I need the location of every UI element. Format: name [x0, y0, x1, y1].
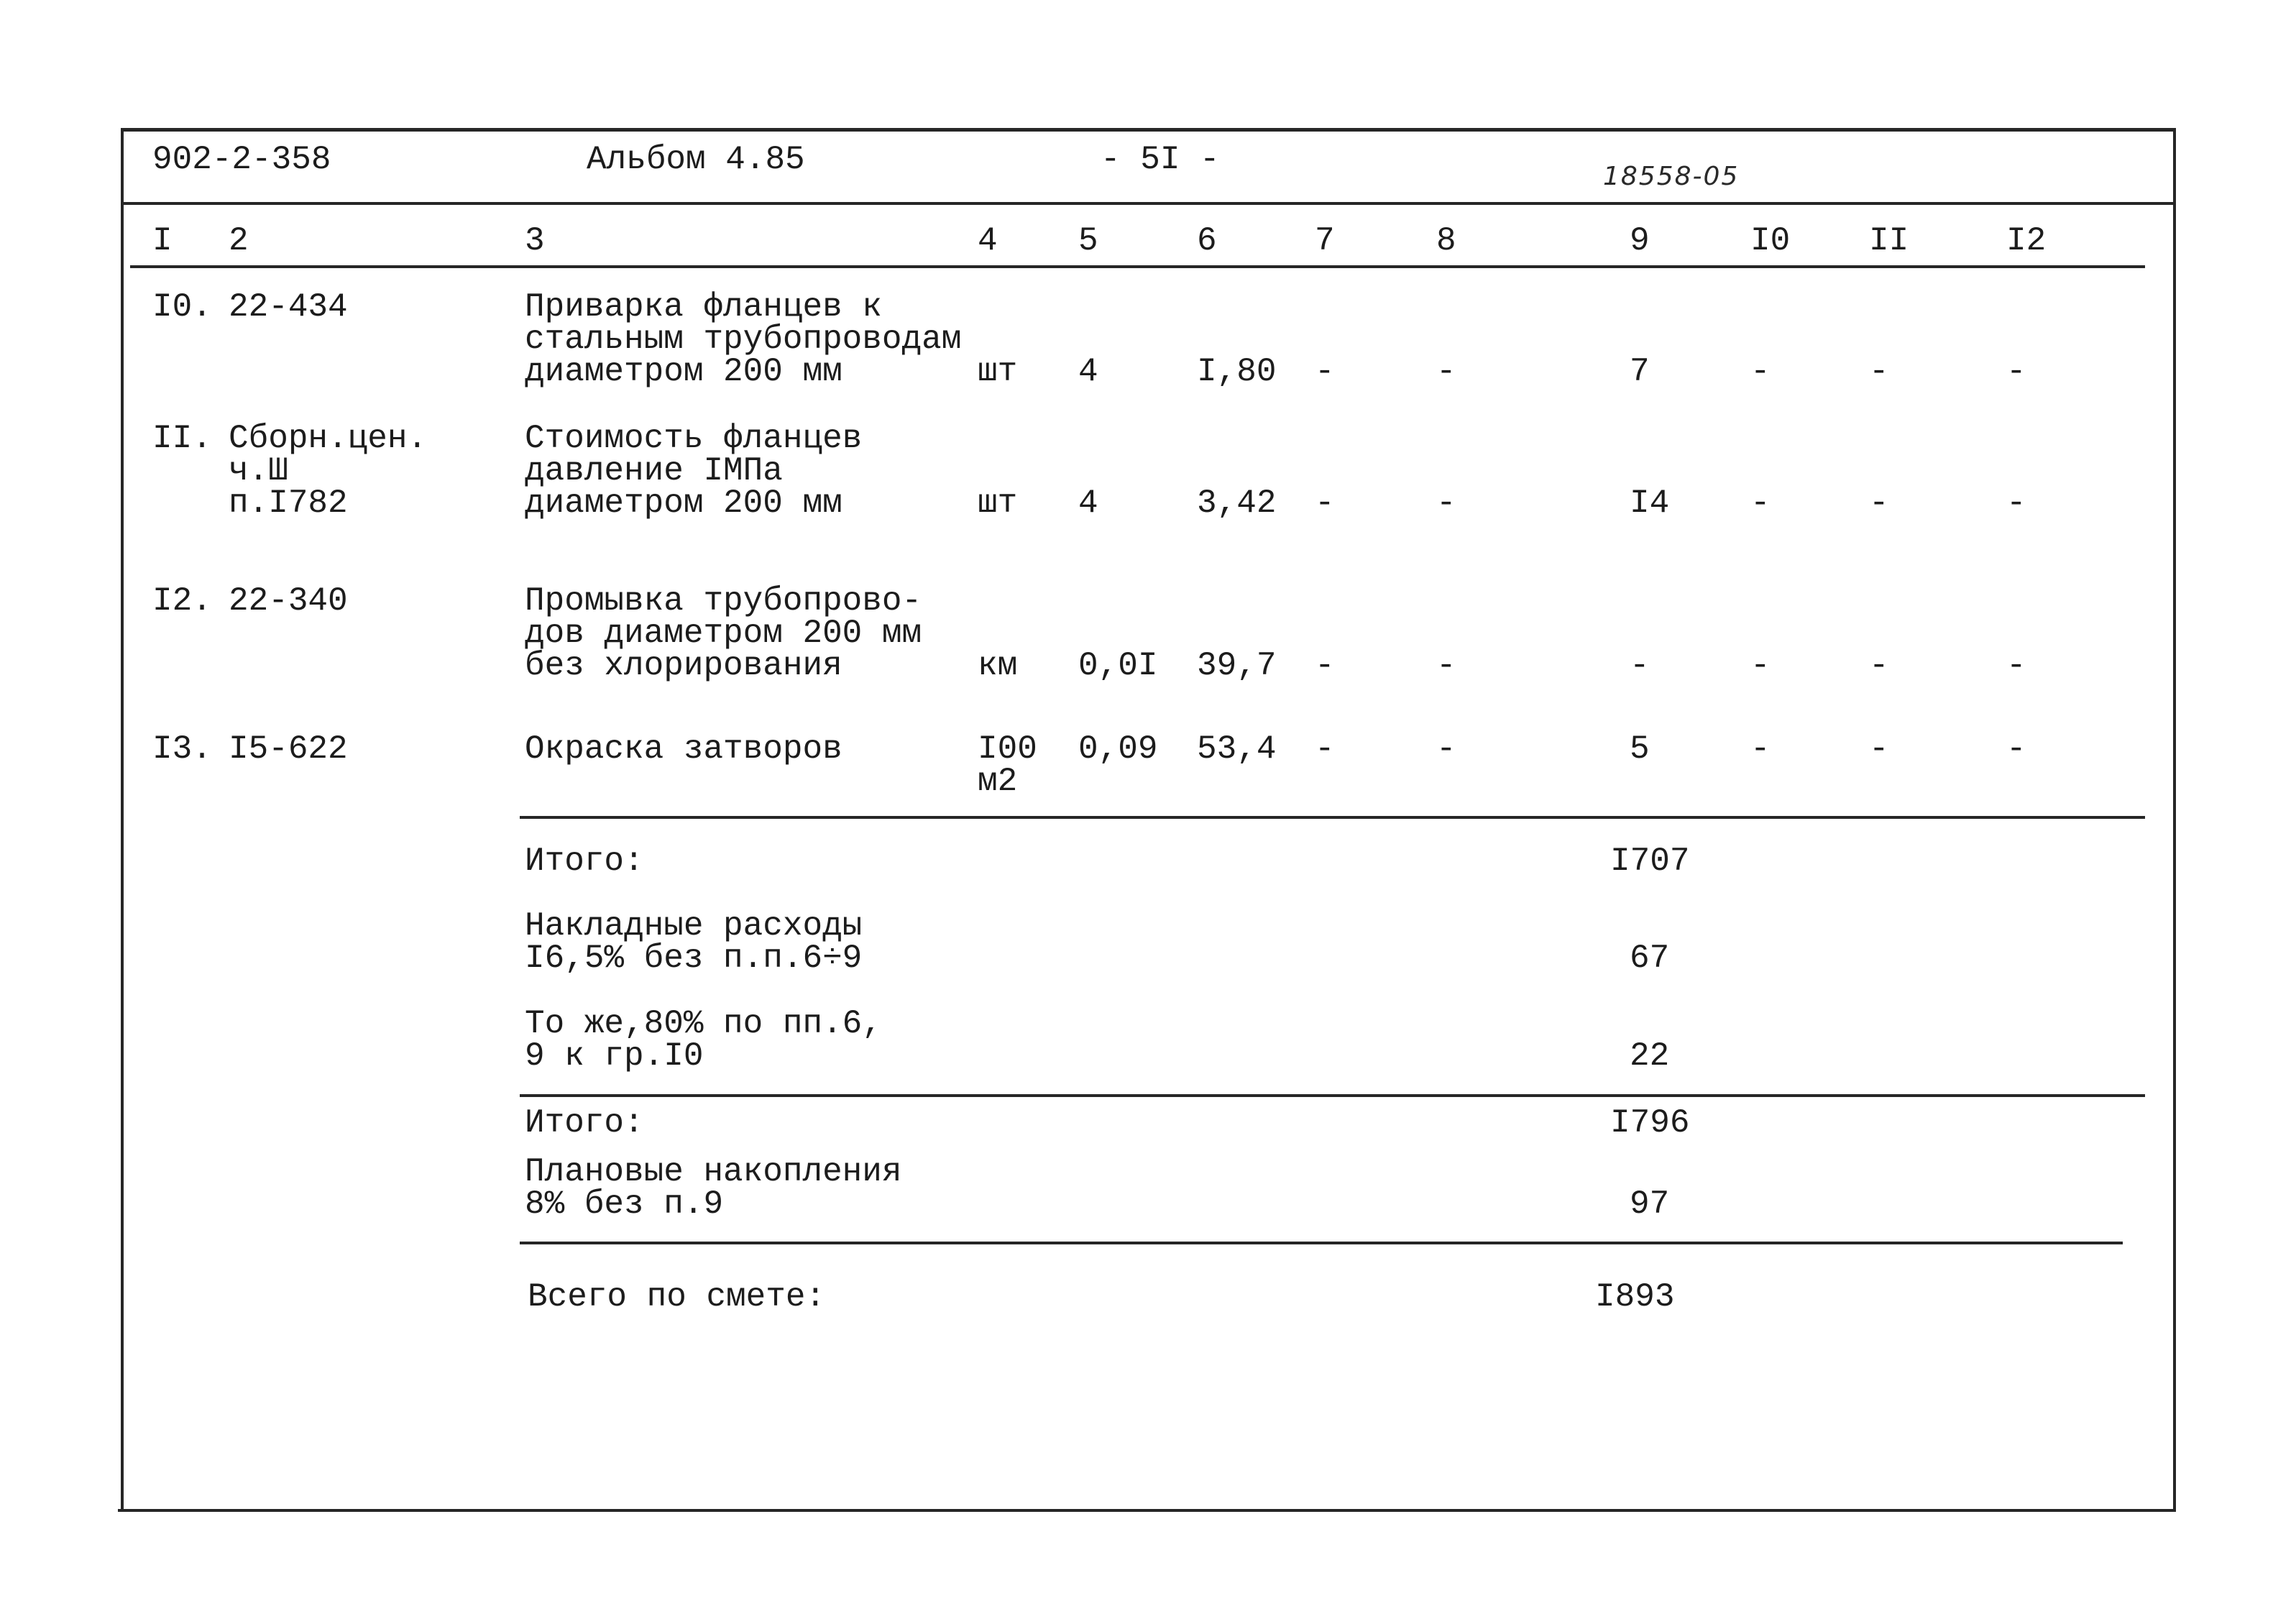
total-cost: -	[1630, 647, 1650, 684]
quantity: 0,0I	[1078, 647, 1158, 684]
price-reference: 22-340	[229, 582, 348, 620]
cell-col7: -	[1315, 730, 1335, 768]
column-number: II	[1869, 222, 1909, 260]
unit: км	[978, 647, 1018, 684]
cell-col10: -	[1750, 353, 1771, 390]
project-code: 902-2-358	[152, 141, 331, 178]
planned-savings-label: Плановые накопления 8% без п.9	[525, 1153, 902, 1223]
column-number: I2	[2006, 222, 2047, 260]
cell-col7: -	[1315, 353, 1335, 390]
cell-col8: -	[1436, 353, 1456, 390]
frame-bottom-border	[118, 1509, 2176, 1512]
work-description: Промывка трубопрово- дов диаметром 200 мм без хлорирования	[525, 582, 922, 684]
cell-col12: -	[2006, 730, 2026, 768]
unit: шт	[978, 485, 1018, 522]
cell-col7: -	[1315, 485, 1335, 522]
price-reference: 22-434	[229, 288, 348, 326]
table-row	[0, 420, 2296, 523]
cell-col12: -	[2006, 353, 2026, 390]
column-number: 6	[1197, 222, 1217, 260]
column-number: 5	[1078, 222, 1098, 260]
grand-total-value: I893	[1595, 1278, 1675, 1316]
unit-cost: 39,7	[1197, 647, 1277, 684]
work-description: Приварка фланцев к стальным трубопроводам диаметром 200 мм	[525, 288, 962, 390]
column-number: I0	[1750, 222, 1791, 260]
grand-total-label: Всего по смете:	[528, 1278, 826, 1316]
handwritten-inventory-number: 18558-05	[1603, 162, 1740, 191]
cell-col11: -	[1869, 485, 1889, 522]
table-row	[0, 730, 2296, 834]
subtotal-value: I796	[1610, 1104, 1690, 1142]
total-cost: 5	[1630, 730, 1650, 768]
cell-col10: -	[1750, 647, 1771, 684]
cell-col8: -	[1436, 485, 1456, 522]
table-row	[0, 582, 2296, 686]
cell-col11: -	[1869, 353, 1889, 390]
overhead-value: 67	[1630, 940, 1670, 977]
subtotal-value: I707	[1610, 843, 1690, 880]
page-number: - 5I -	[1101, 141, 1220, 178]
column-numbers-underline	[130, 265, 2145, 268]
cell-col10: -	[1750, 730, 1771, 768]
frame-top-border	[122, 128, 2176, 132]
price-reference: Сборн.цен. ч.Ш п.I782	[229, 420, 428, 522]
item-number: I3.	[152, 730, 212, 768]
subtotal-label: Итого:	[525, 1104, 644, 1142]
total-cost: 7	[1630, 353, 1650, 390]
album-number: Альбом 4.85	[587, 141, 805, 178]
item-number: I2.	[152, 582, 212, 620]
unit-cost: 3,42	[1197, 485, 1277, 522]
cell-col8: -	[1436, 647, 1456, 684]
column-number: 8	[1436, 222, 1456, 260]
column-number: 3	[525, 222, 545, 260]
overhead-extra-value: 22	[1630, 1037, 1670, 1075]
cell-col7: -	[1315, 647, 1335, 684]
table-row	[0, 288, 2296, 392]
quantity: 4	[1078, 485, 1098, 522]
header-underline	[122, 202, 2175, 205]
item-number: II.	[152, 420, 212, 457]
column-number: 9	[1630, 222, 1650, 260]
column-number: 4	[978, 222, 998, 260]
overhead-extra-label: То же,80% по пп.6, 9 к гр.I0	[525, 1005, 882, 1075]
unit-cost: 53,4	[1197, 730, 1277, 768]
subtotal-label: Итого:	[525, 843, 644, 880]
cell-col11: -	[1869, 730, 1889, 768]
subtotal-rule	[520, 1094, 2145, 1097]
planned-savings-value: 97	[1630, 1185, 1670, 1223]
total-rule	[520, 1242, 2123, 1244]
quantity: 4	[1078, 353, 1098, 390]
cell-col8: -	[1436, 730, 1456, 768]
total-cost: I4	[1630, 485, 1670, 522]
column-number: 2	[229, 222, 249, 260]
item-number: I0.	[152, 288, 212, 326]
column-number: I	[152, 222, 173, 260]
price-reference: I5-622	[229, 730, 348, 768]
column-number: 7	[1315, 222, 1335, 260]
cell-col12: -	[2006, 485, 2026, 522]
work-description: Стоимость фланцев давление IМПа диаметром 200 мм	[525, 420, 863, 522]
unit: шт	[978, 353, 1018, 390]
quantity: 0,09	[1078, 730, 1158, 768]
unit-cost: I,80	[1197, 353, 1277, 390]
cell-col11: -	[1869, 647, 1889, 684]
overhead-label: Накладные расходы I6,5% без п.п.6÷9	[525, 907, 863, 977]
cell-col12: -	[2006, 647, 2026, 684]
work-description: Окраска затворов	[525, 730, 842, 768]
unit: I00 м2	[978, 730, 1037, 800]
cell-col10: -	[1750, 485, 1771, 522]
